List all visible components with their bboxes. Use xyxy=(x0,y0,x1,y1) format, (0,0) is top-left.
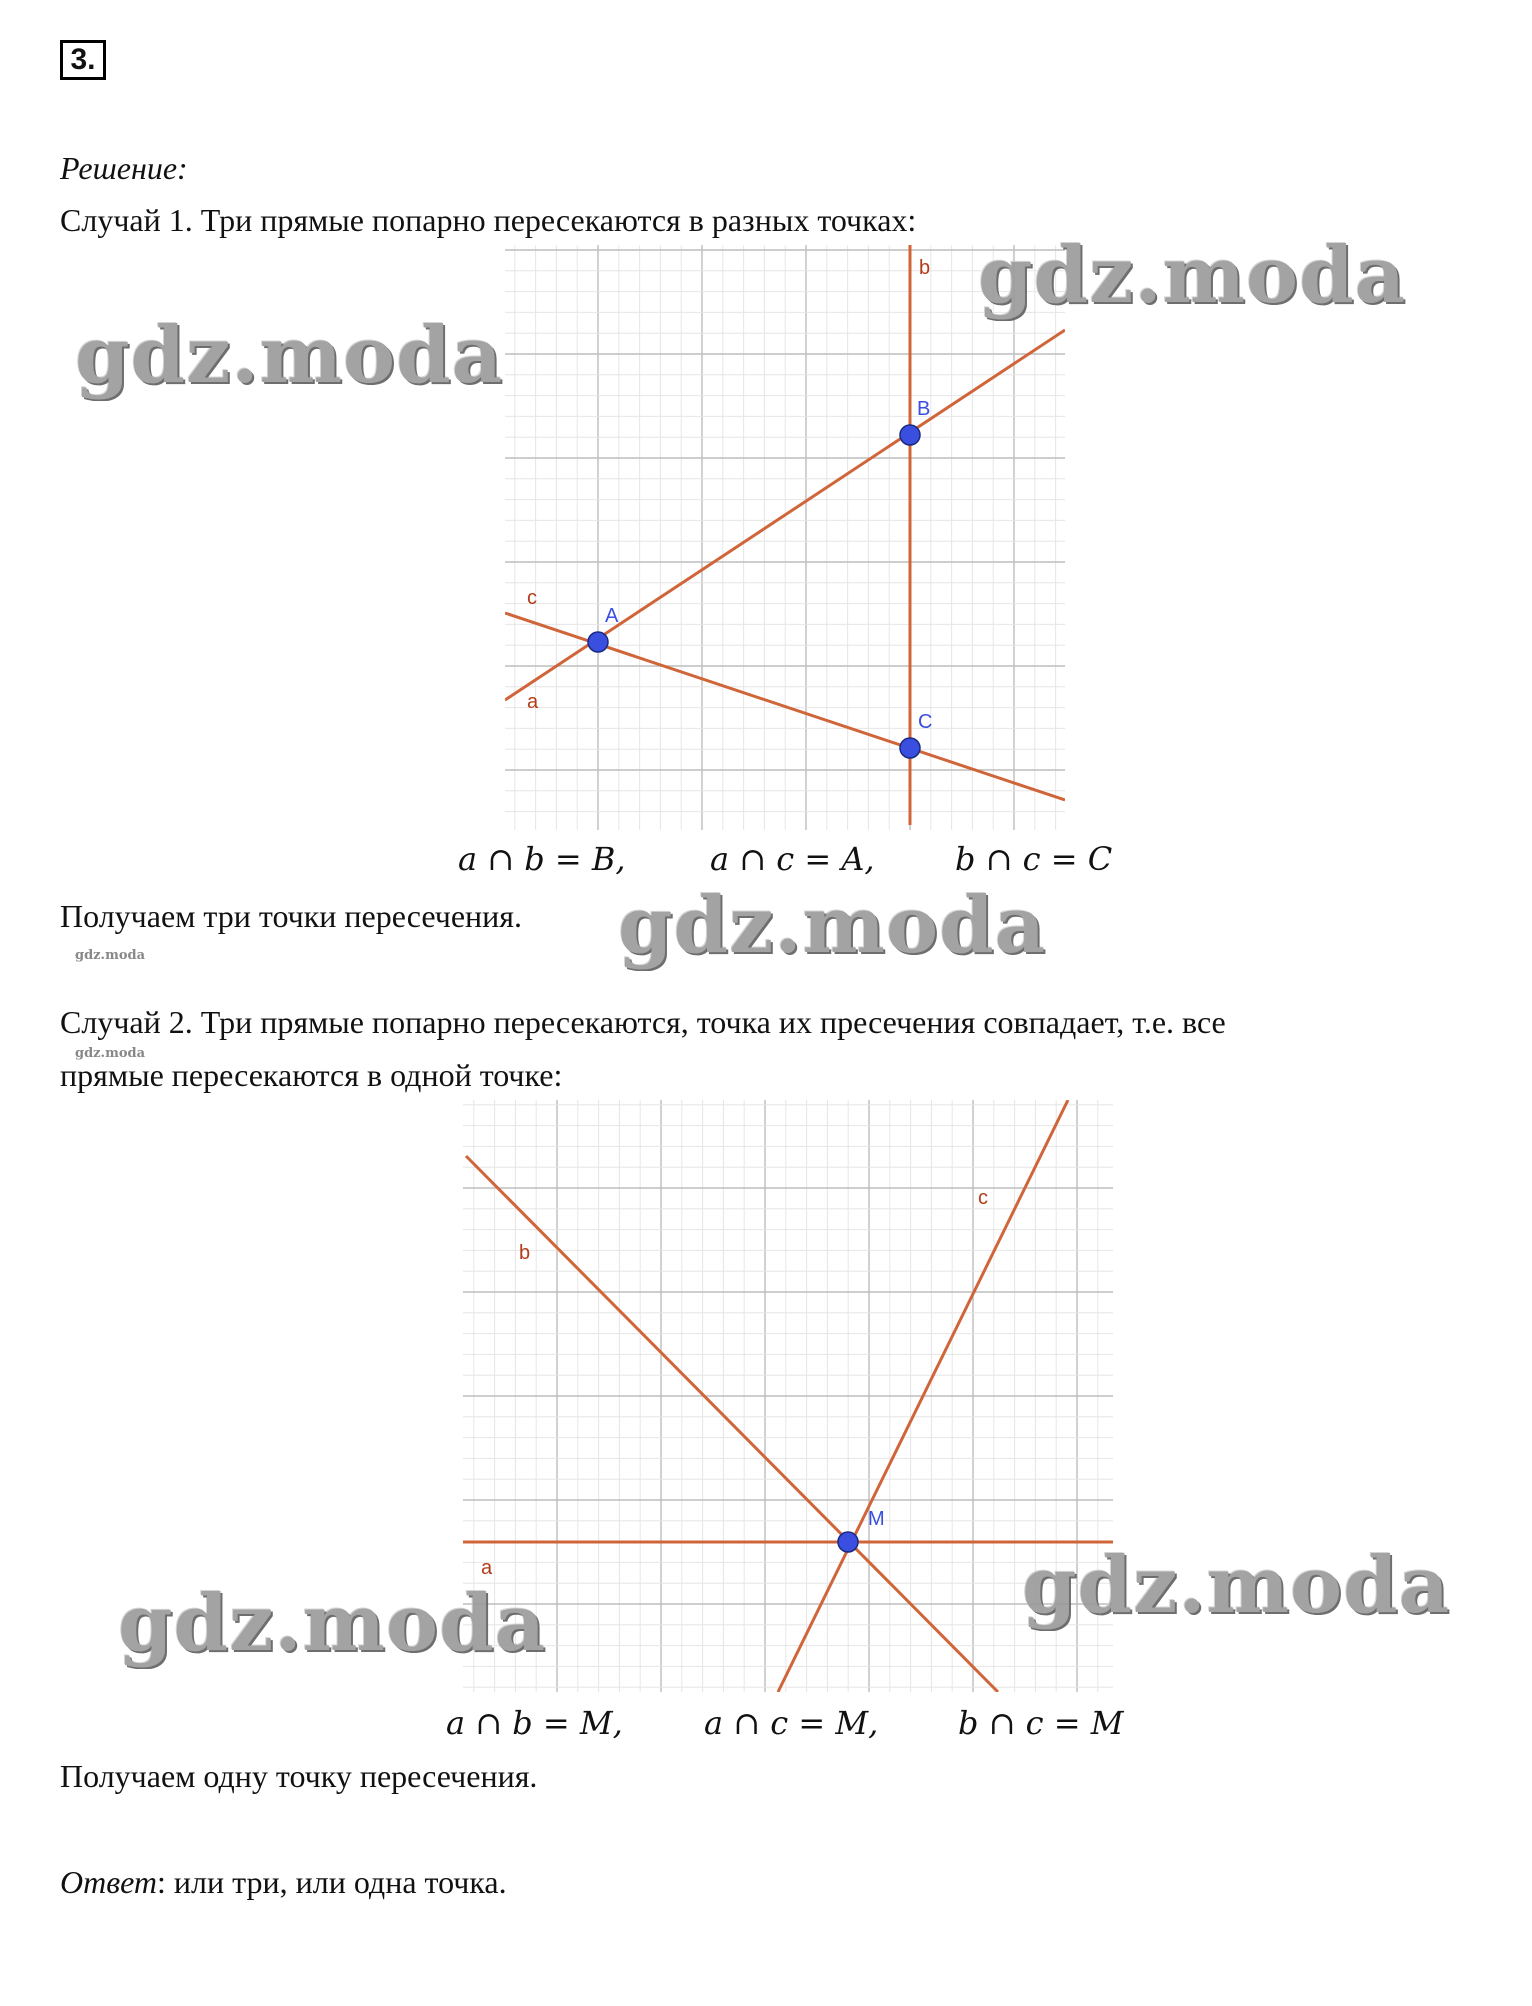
answer-label: Ответ xyxy=(60,1864,157,1900)
point-label-a: A xyxy=(605,605,619,627)
watermark: gdz.moda xyxy=(118,1578,547,1669)
watermark-small: gdz.moda xyxy=(75,1046,146,1061)
watermark: gdz.moda xyxy=(1022,1540,1451,1631)
line-label-a: a xyxy=(527,691,539,713)
line-label-b: b xyxy=(519,1242,531,1264)
case2-formula-1: a ∩ b = M, xyxy=(446,1704,623,1742)
watermark: gdz.moda xyxy=(978,230,1407,321)
case1-formula-1: a ∩ b = B, xyxy=(458,840,626,878)
case1-text: Случай 1. Три прямые попарно пересекаются в разных точках: xyxy=(60,202,917,238)
case2-formula-2: a ∩ c = M, xyxy=(704,1704,879,1742)
case1-formula-2: a ∩ c = A, xyxy=(710,840,875,878)
case2-text-line2: прямые пересекаются в одной точке: xyxy=(60,1057,563,1093)
point-b xyxy=(900,425,920,445)
answer xyxy=(60,1862,507,1902)
point-a xyxy=(588,632,608,652)
line-label-b: b xyxy=(919,257,931,279)
grid xyxy=(505,245,1065,830)
case1-result: Получаем три точки пересечения. xyxy=(60,898,522,934)
case1-figure xyxy=(505,245,1065,830)
watermark-small: gdz.moda xyxy=(75,948,146,963)
point-label-m: M xyxy=(868,1508,885,1530)
line-label-a: a xyxy=(481,1557,493,1579)
watermark: gdz.moda xyxy=(75,310,504,401)
point-c xyxy=(900,738,920,758)
line-label-c: c xyxy=(527,587,537,609)
grid xyxy=(463,1100,1113,1692)
point-label-b: B xyxy=(917,398,931,420)
case2-result: Получаем одну точку пересечения. xyxy=(60,1758,538,1794)
task-number: 3. xyxy=(60,40,106,80)
case2-text-line1: Случай 2. Три прямые попарно пересекаются, точка их пресечения совпадает, т.е. все xyxy=(60,1004,1226,1040)
point-label-c: C xyxy=(918,711,933,733)
case2-formula-3: b ∩ c = M xyxy=(958,1704,1124,1742)
case1-formula-3: b ∩ c = C xyxy=(955,840,1113,878)
line-label-c: c xyxy=(978,1187,988,1209)
case2-figure xyxy=(463,1100,1113,1692)
solution-label: Решение: xyxy=(60,150,188,186)
answer-text: : или три, или одна точка. xyxy=(157,1864,507,1900)
watermark: gdz.moda xyxy=(618,880,1047,971)
point-m xyxy=(838,1532,858,1552)
